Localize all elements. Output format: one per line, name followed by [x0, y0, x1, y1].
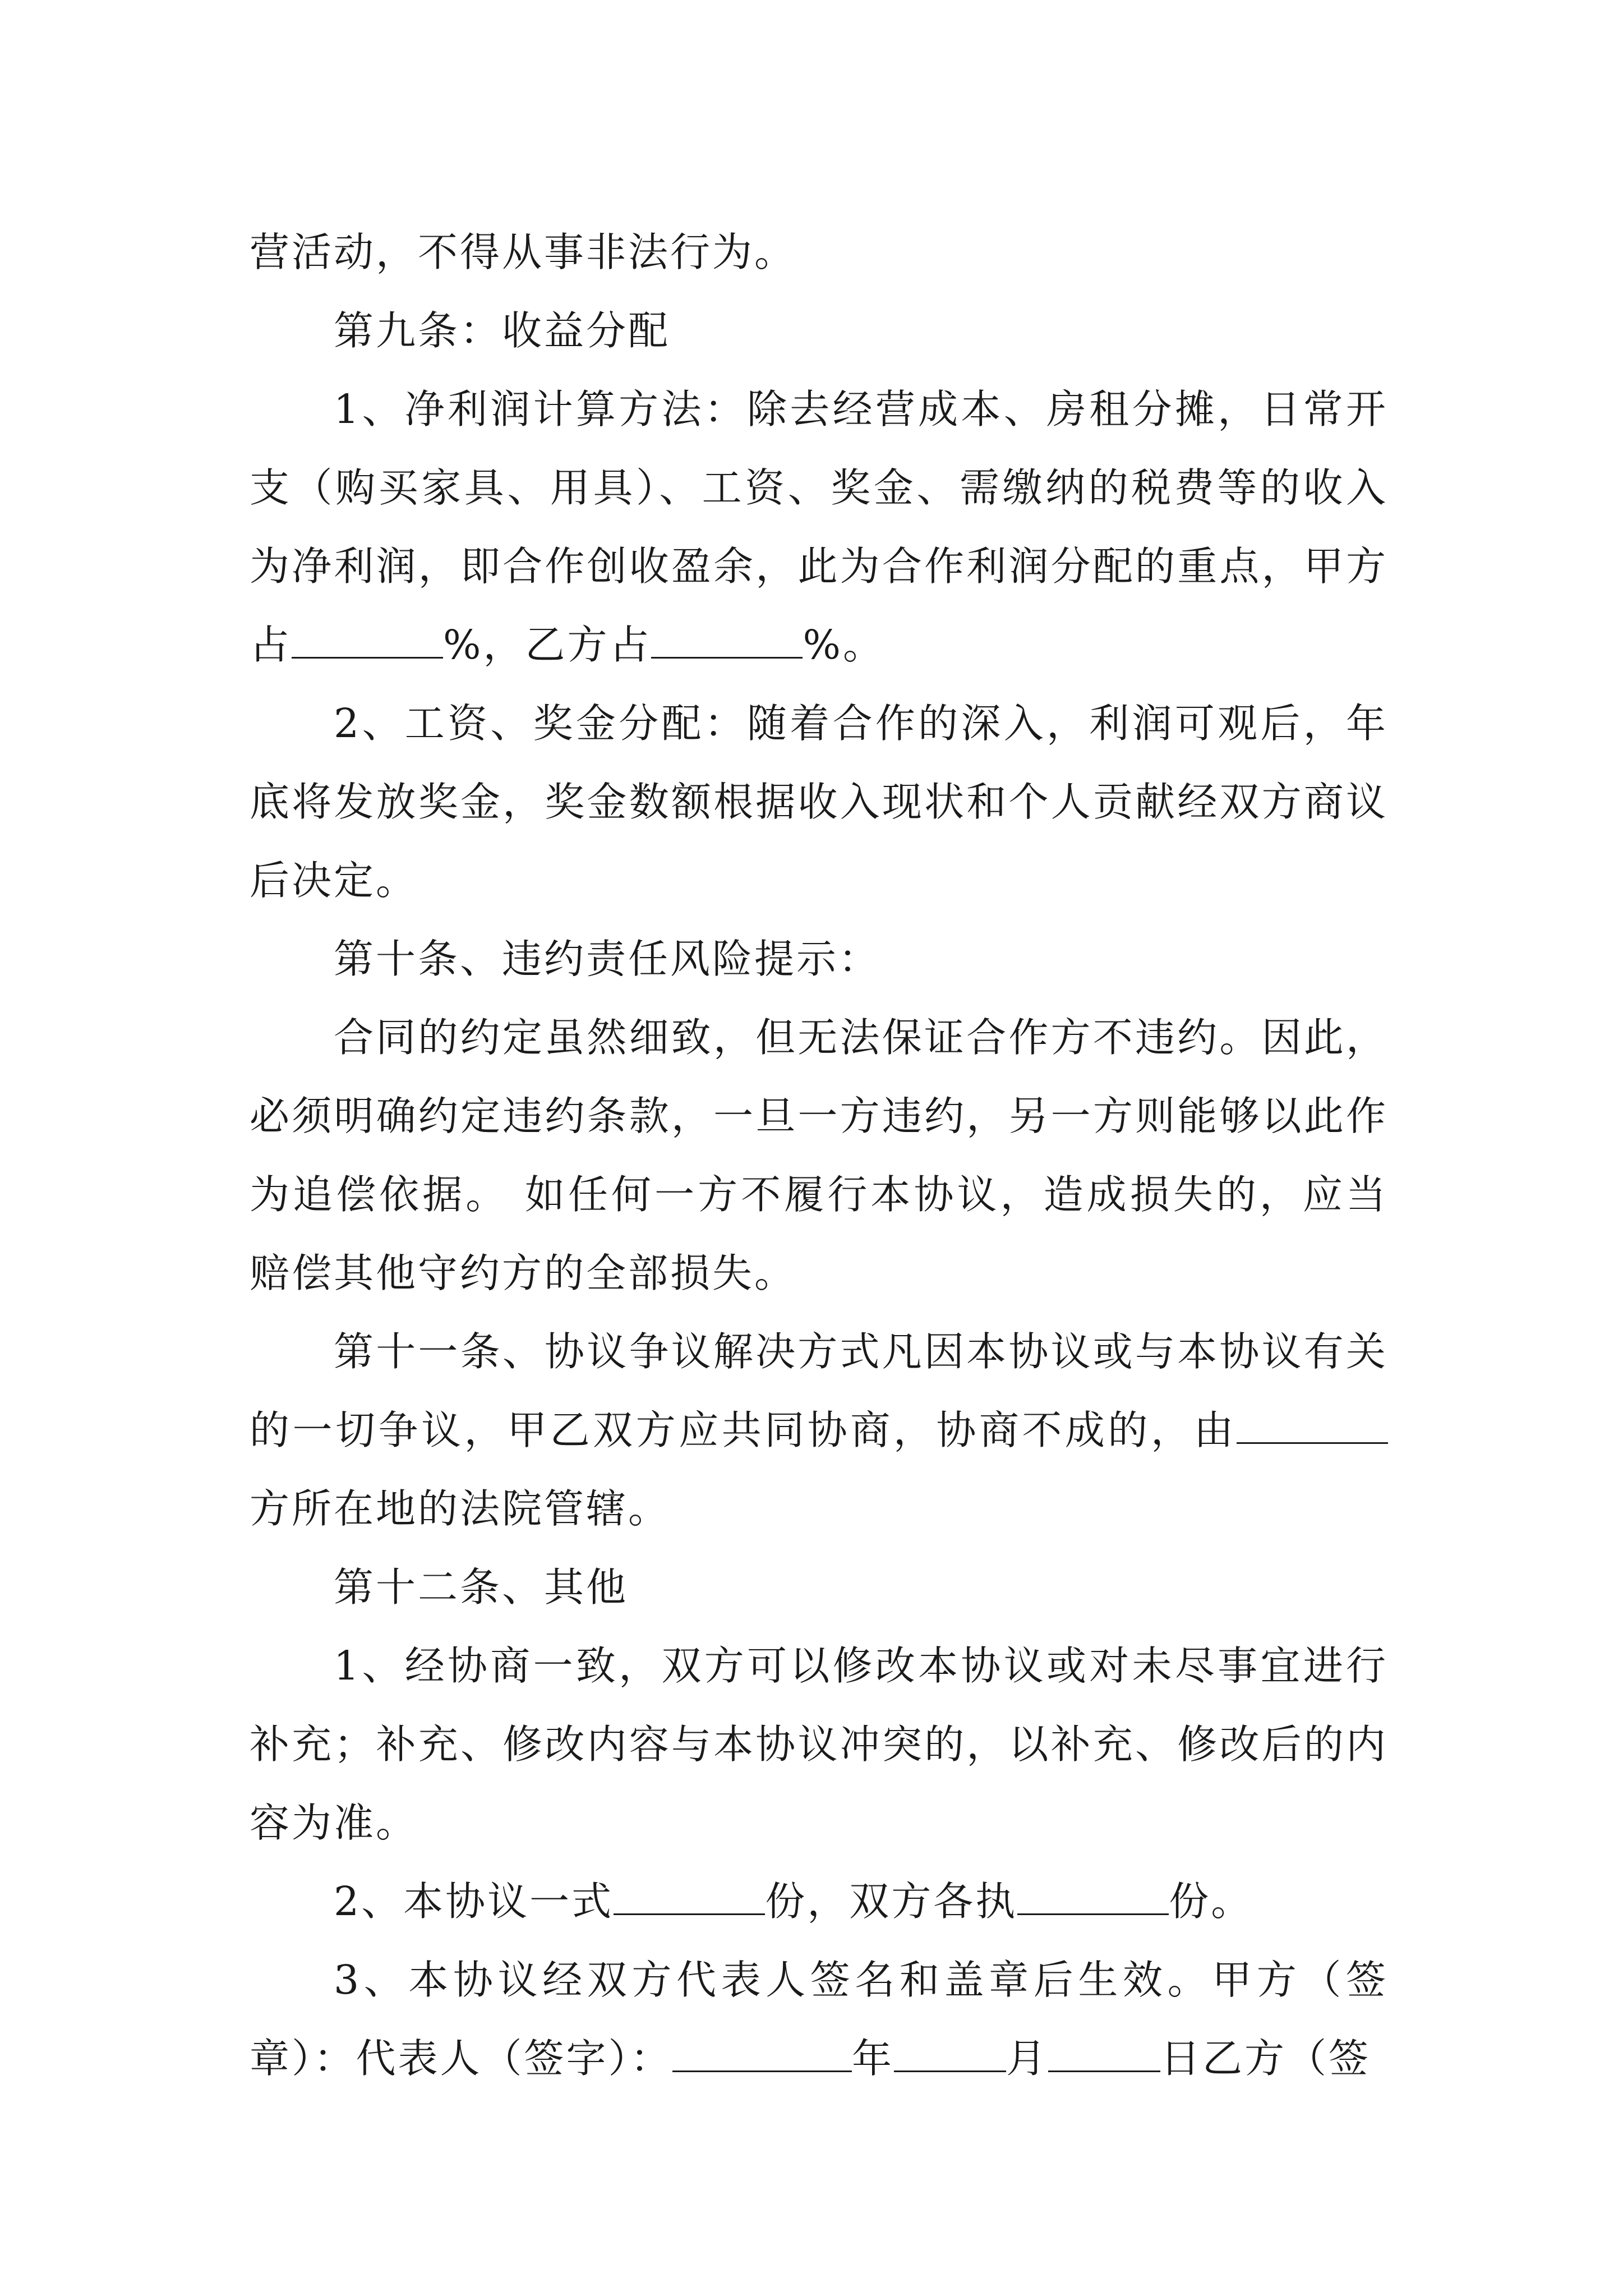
paragraph-copies — [250, 1862, 1388, 1941]
article-9-heading — [250, 292, 1388, 370]
paragraph-breach-liability — [250, 999, 1388, 1313]
blank-copies-each — [1017, 1880, 1169, 1915]
blank-party-b-share — [651, 623, 803, 659]
paragraph-text: 方所在地的法院管辖。 — [250, 1485, 671, 1532]
paragraph-text: 月 — [1006, 2035, 1049, 2082]
paragraph-text: 2、工资、奖金分配：随着合作的深入，利润可观后，年底将发放奖金，奖金数额根据收入现状和个人贡献经双方商议后决定。 — [250, 700, 1388, 904]
blank-party-a-share — [292, 623, 443, 659]
blank-total-copies — [614, 1880, 765, 1915]
blank-year — [672, 2037, 852, 2072]
paragraph-amendment — [250, 1627, 1388, 1862]
paragraph-text: 年 — [852, 2035, 895, 2082]
article-12-heading — [250, 1548, 1388, 1627]
paragraph-text: %，乙方占 — [443, 622, 652, 668]
heading-text: 第九条：收益分配 — [334, 307, 671, 354]
paragraph-text: 日乙方（签 — [1160, 2035, 1371, 2082]
paragraph-text: 营活动，不得从事非法行为。 — [250, 229, 797, 275]
paragraph-text: 合同的约定虽然细致，但无法保证合作方不违约。因此，必须明确约定违约条款，一旦一方违约，另一方则能够以此作为追偿依据。 如任何一方不履行本协议，造成损失的，应当赔偿其他守约方的全部损失。 — [250, 1014, 1388, 1296]
paragraph-text: 第十一条、协议争议解决方式凡因本协议或与本协议有关的一切争议，甲乙双方应共同协商，协商不成的，由 — [250, 1328, 1388, 1453]
paragraph-net-profit — [250, 370, 1388, 684]
document-body — [250, 213, 1388, 2098]
paragraph-text: %。 — [803, 622, 885, 668]
article-10-heading — [250, 920, 1388, 999]
paragraph-business-activity — [250, 213, 1388, 292]
paragraph-text: 份。 — [1169, 1878, 1253, 1925]
paragraph-text: 3、本协议经双方代表人签名和盖章后生效。甲方（签章）：代表人（签字）： — [250, 1957, 1388, 2082]
paragraph-dispute-resolution — [250, 1313, 1388, 1548]
heading-text: 第十条、违约责任风险提示： — [334, 936, 881, 982]
blank-day — [1048, 2037, 1160, 2072]
paragraph-text: 1、经协商一致，双方可以修改本协议或对未尽事宜进行补充；补充、修改内容与本协议冲突的，以补充、修改后的内容为准。 — [250, 1642, 1388, 1846]
paragraph-text: 份，双方各执 — [765, 1878, 1018, 1925]
paragraph-salary-bonus — [250, 684, 1388, 920]
blank-jurisdiction-party — [1237, 1409, 1388, 1444]
paragraph-text: 1、净利润计算方法：除去经营成本、房租分摊，日常开支（购买家具、用具）、工资、奖金、需缴纳的税费等的收入为净利润，即合作创收盈余，此为合作利润分配的重点，甲方占 — [250, 386, 1388, 668]
paragraph-text: 2、本协议一式 — [334, 1878, 614, 1925]
paragraph-signatures — [250, 1941, 1388, 2098]
heading-text: 第十二条、其他 — [334, 1564, 629, 1611]
blank-month — [894, 2037, 1006, 2072]
